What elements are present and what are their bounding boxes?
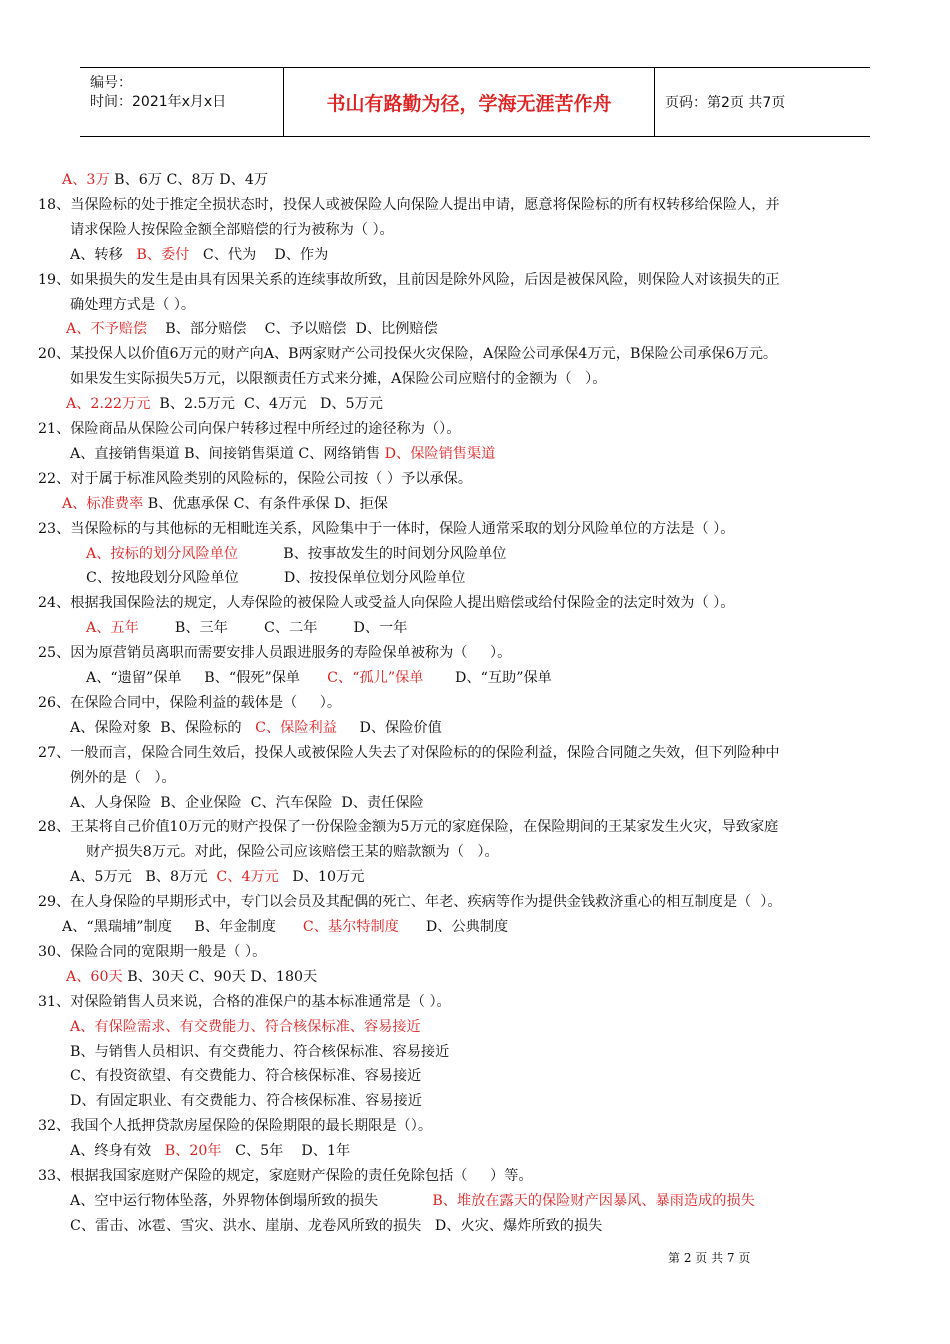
header-motto: 书山有路勤为径，学海无涯苦作舟	[284, 68, 655, 136]
text-segment: C、雷击、冰雹、雪灾、洪水、崖崩、龙卷风所致的损失 D、火灾、爆炸所致的损失	[70, 1217, 603, 1234]
text-segment: D、保险价值	[336, 719, 442, 736]
text-segment: 23、当保险标的与其他标的无相毗连关系，风险集中于一体时，保险人通常采取的划分风险单位的方法是（ ）。	[38, 520, 735, 537]
text-line	[38, 892, 782, 912]
text-line	[38, 942, 266, 962]
text-line	[38, 743, 780, 763]
text-segment: 例外的是（ ）。	[70, 769, 176, 786]
text-segment: B、30天 C、90天 D、180天	[122, 968, 318, 985]
answer-highlight: B、委付	[136, 246, 190, 263]
text-line	[38, 593, 734, 613]
text-segment: A、“黑瑞埔”制度 B、年金制度	[62, 919, 303, 935]
text-segment: 29、在人身保险的早期形式中，专门以会员及其配偶的死亡、年老、疾病等作为提供金钱救济重心的相互制度是（ ）。	[38, 894, 782, 911]
text-segment: B、6万 C、8万 D、4万	[114, 172, 269, 188]
answer-highlight: C、“孤儿”保单	[327, 670, 424, 686]
text-line	[70, 1066, 421, 1086]
text-line	[38, 1116, 432, 1136]
header-page-number: 页码：第2页 共7页	[665, 95, 786, 111]
text-segment: 33、根据我国家庭财产保险的规定，家庭财产保险的责任免除包括（ ）等。	[38, 1168, 533, 1184]
text-line	[62, 494, 388, 514]
text-segment: 19、如果损失的发生是由具有因果关系的连续事故所致，且前因是除外风险，后因是被保风险，则保险人对该损失的正	[38, 271, 780, 288]
document-date-label: 时间：2021年x月x日	[90, 94, 227, 110]
text-segment: 财产损失8万元。对此，保险公司应该赔偿王某的赔款额为（ ）。	[86, 844, 499, 861]
text-segment: 30、保险合同的宽限期一般是（ ）。	[38, 943, 267, 960]
answer-highlight: A、标准费率	[62, 495, 144, 512]
page-footer: 第 2 页 共 7 页	[668, 1251, 751, 1265]
answer-highlight: B、20年	[164, 1143, 222, 1160]
answer-highlight: A、3万	[62, 172, 115, 188]
answer-highlight: A、有保险需求、有交费能力、符合核保标准、容易接近	[70, 1018, 421, 1035]
answer-highlight: A、不予赔偿	[66, 321, 148, 338]
header-info-cell	[80, 68, 284, 136]
text-segment: A、5万元 B、8万元	[70, 869, 217, 886]
text-segment: 27、一般而言，保险合同生效后，投保人或被保险人失去了对保险标的的保险利益，保险合同随之失效，但下列险种中	[38, 744, 780, 761]
text-segment: B、优惠承保 C、有条件承保 D、拒保	[143, 495, 388, 512]
text-line	[62, 170, 268, 190]
answer-highlight: A、2.22万元	[66, 396, 151, 413]
text-segment: D、10万元	[278, 869, 365, 886]
text-line	[70, 1191, 755, 1211]
text-line	[38, 693, 341, 713]
document-number-label: 编号：	[90, 75, 132, 91]
answer-highlight: A、60天	[66, 968, 123, 985]
text-segment: B、三年 C、二年 D、一年	[138, 620, 408, 637]
text-segment: 28、王某将自己价值10万元的财产投保了一份保险金额为5万元的家庭保险，在保险期间的王某家发生火灾，导致家庭	[38, 819, 779, 836]
text-line	[38, 643, 511, 663]
text-segment: B、与销售人员相识、有交费能力、符合核保标准、容易接近	[70, 1043, 450, 1060]
text-line	[70, 1017, 421, 1037]
text-segment: C、按地段划分风险单位 D、按投保单位划分风险单位	[86, 570, 466, 587]
text-segment: 31、对保险销售人员来说，合格的准保户的基本标准通常是（ ）。	[38, 993, 451, 1010]
text-line	[70, 295, 195, 315]
text-line	[38, 270, 780, 290]
text-line	[70, 220, 394, 240]
text-line	[66, 394, 383, 414]
text-segment: 24、根据我国保险法的规定，人寿保险的被保险人或受益人向保险人提出赔偿或给付保险金的法定时效为（ ）。	[38, 595, 735, 612]
page-header	[80, 67, 870, 137]
text-segment: 请求保险人按保险金额全部赔偿的行为被称为（ ）。	[70, 221, 394, 238]
text-segment: 21、保险商品从保险公司向保户转移过程中所经过的途径称为（）。	[38, 421, 461, 437]
text-segment: A、转移	[70, 246, 137, 263]
text-line	[38, 992, 451, 1012]
answer-highlight: A、五年	[86, 620, 139, 637]
text-segment: 确处理方式是（ ）。	[70, 296, 196, 313]
text-segment: 25、因为原营销员离职而需要安排人员跟进服务的寿险保单被称为（ ）。	[38, 645, 512, 662]
text-line	[70, 1216, 602, 1236]
text-segment: 26、在保险合同中，保险利益的载体是（ ）。	[38, 694, 342, 711]
text-segment: C、5年 D、1年	[221, 1143, 351, 1160]
answer-highlight: D、保险销售渠道	[384, 445, 496, 462]
text-line	[70, 867, 364, 887]
answer-highlight: C、保险利益	[255, 719, 337, 736]
text-segment: A、终身有效	[70, 1143, 165, 1160]
answer-highlight: C、4万元	[216, 869, 279, 886]
text-line	[38, 344, 777, 364]
text-segment: 22、对于属于标准风险类别的风险标的，保险公司按（ ）予以承保。	[38, 470, 473, 487]
text-line	[70, 1141, 350, 1161]
text-segment: A、人身保险 B、企业保险 C、汽车保险 D、责任保险	[70, 794, 424, 811]
text-segment: 20、某投保人以价值6万元的财产向A、B两家财产公司投保火灾保险，A保险公司承保4万元，B保险公司承保6万元。	[38, 346, 778, 363]
text-segment: A、保险对象 B、保险标的	[70, 719, 256, 736]
text-line	[66, 967, 317, 987]
text-line	[70, 369, 606, 389]
text-segment: D、公典制度	[398, 919, 509, 935]
text-segment: B、部分赔偿 C、予以赔偿 D、比例赔偿	[147, 321, 438, 338]
text-line	[86, 842, 499, 862]
text-segment: 32、我国个人抵押贷款房屋保险的保险期限的最长期限是（）。	[38, 1118, 433, 1135]
text-line	[70, 1042, 449, 1062]
text-line	[38, 817, 778, 837]
text-line	[38, 419, 460, 439]
text-line	[70, 245, 328, 265]
text-line	[86, 618, 407, 638]
text-line	[70, 718, 442, 738]
text-line	[38, 519, 734, 539]
text-line	[38, 469, 472, 489]
text-line	[38, 1166, 533, 1186]
text-segment: A、直接销售渠道 B、间接销售渠道 C、网络销售	[70, 445, 385, 462]
text-segment: D、“互助”保单	[423, 670, 552, 686]
text-segment: B、按事故发生的时间划分风险单位	[238, 545, 507, 562]
answer-highlight: B、堆放在露天的保险财产因暴风、暴雨造成的损失	[432, 1192, 755, 1209]
text-segment: 如果发生实际损失5万元，以限额责任方式来分摊，A保险公司应赔付的金额为（ ）。	[70, 371, 607, 388]
text-segment: A、“遗留”保单 B、“假死”保单	[86, 670, 328, 686]
text-line	[70, 768, 176, 788]
text-line	[86, 668, 552, 688]
text-segment: D、有固定职业、有交费能力、符合核保标准、容易接近	[70, 1093, 422, 1110]
text-line	[70, 793, 424, 813]
text-line	[70, 444, 495, 464]
text-segment: B、2.5万元 C、4万元 D、5万元	[150, 396, 383, 413]
text-line	[70, 1091, 422, 1111]
text-line	[38, 195, 780, 215]
text-segment: A、空中运行物体坠落，外界物体倒塌所致的损失	[70, 1192, 433, 1209]
text-line	[86, 568, 465, 588]
text-segment: C、代为 D、作为	[189, 246, 329, 263]
text-segment: 18、当保险标的处于推定全损状态时，投保人或被保险人向保险人提出申请，愿意将保险标的所有权转移给保险人，并	[38, 196, 780, 213]
text-segment: C、有投资欲望、有交费能力、符合核保标准、容易接近	[70, 1068, 422, 1085]
text-line	[66, 319, 438, 339]
text-line	[86, 544, 506, 564]
answer-highlight: A、按标的划分风险单位	[86, 545, 239, 562]
text-line	[62, 917, 508, 937]
answer-highlight: C、基尔特制度	[302, 919, 399, 935]
